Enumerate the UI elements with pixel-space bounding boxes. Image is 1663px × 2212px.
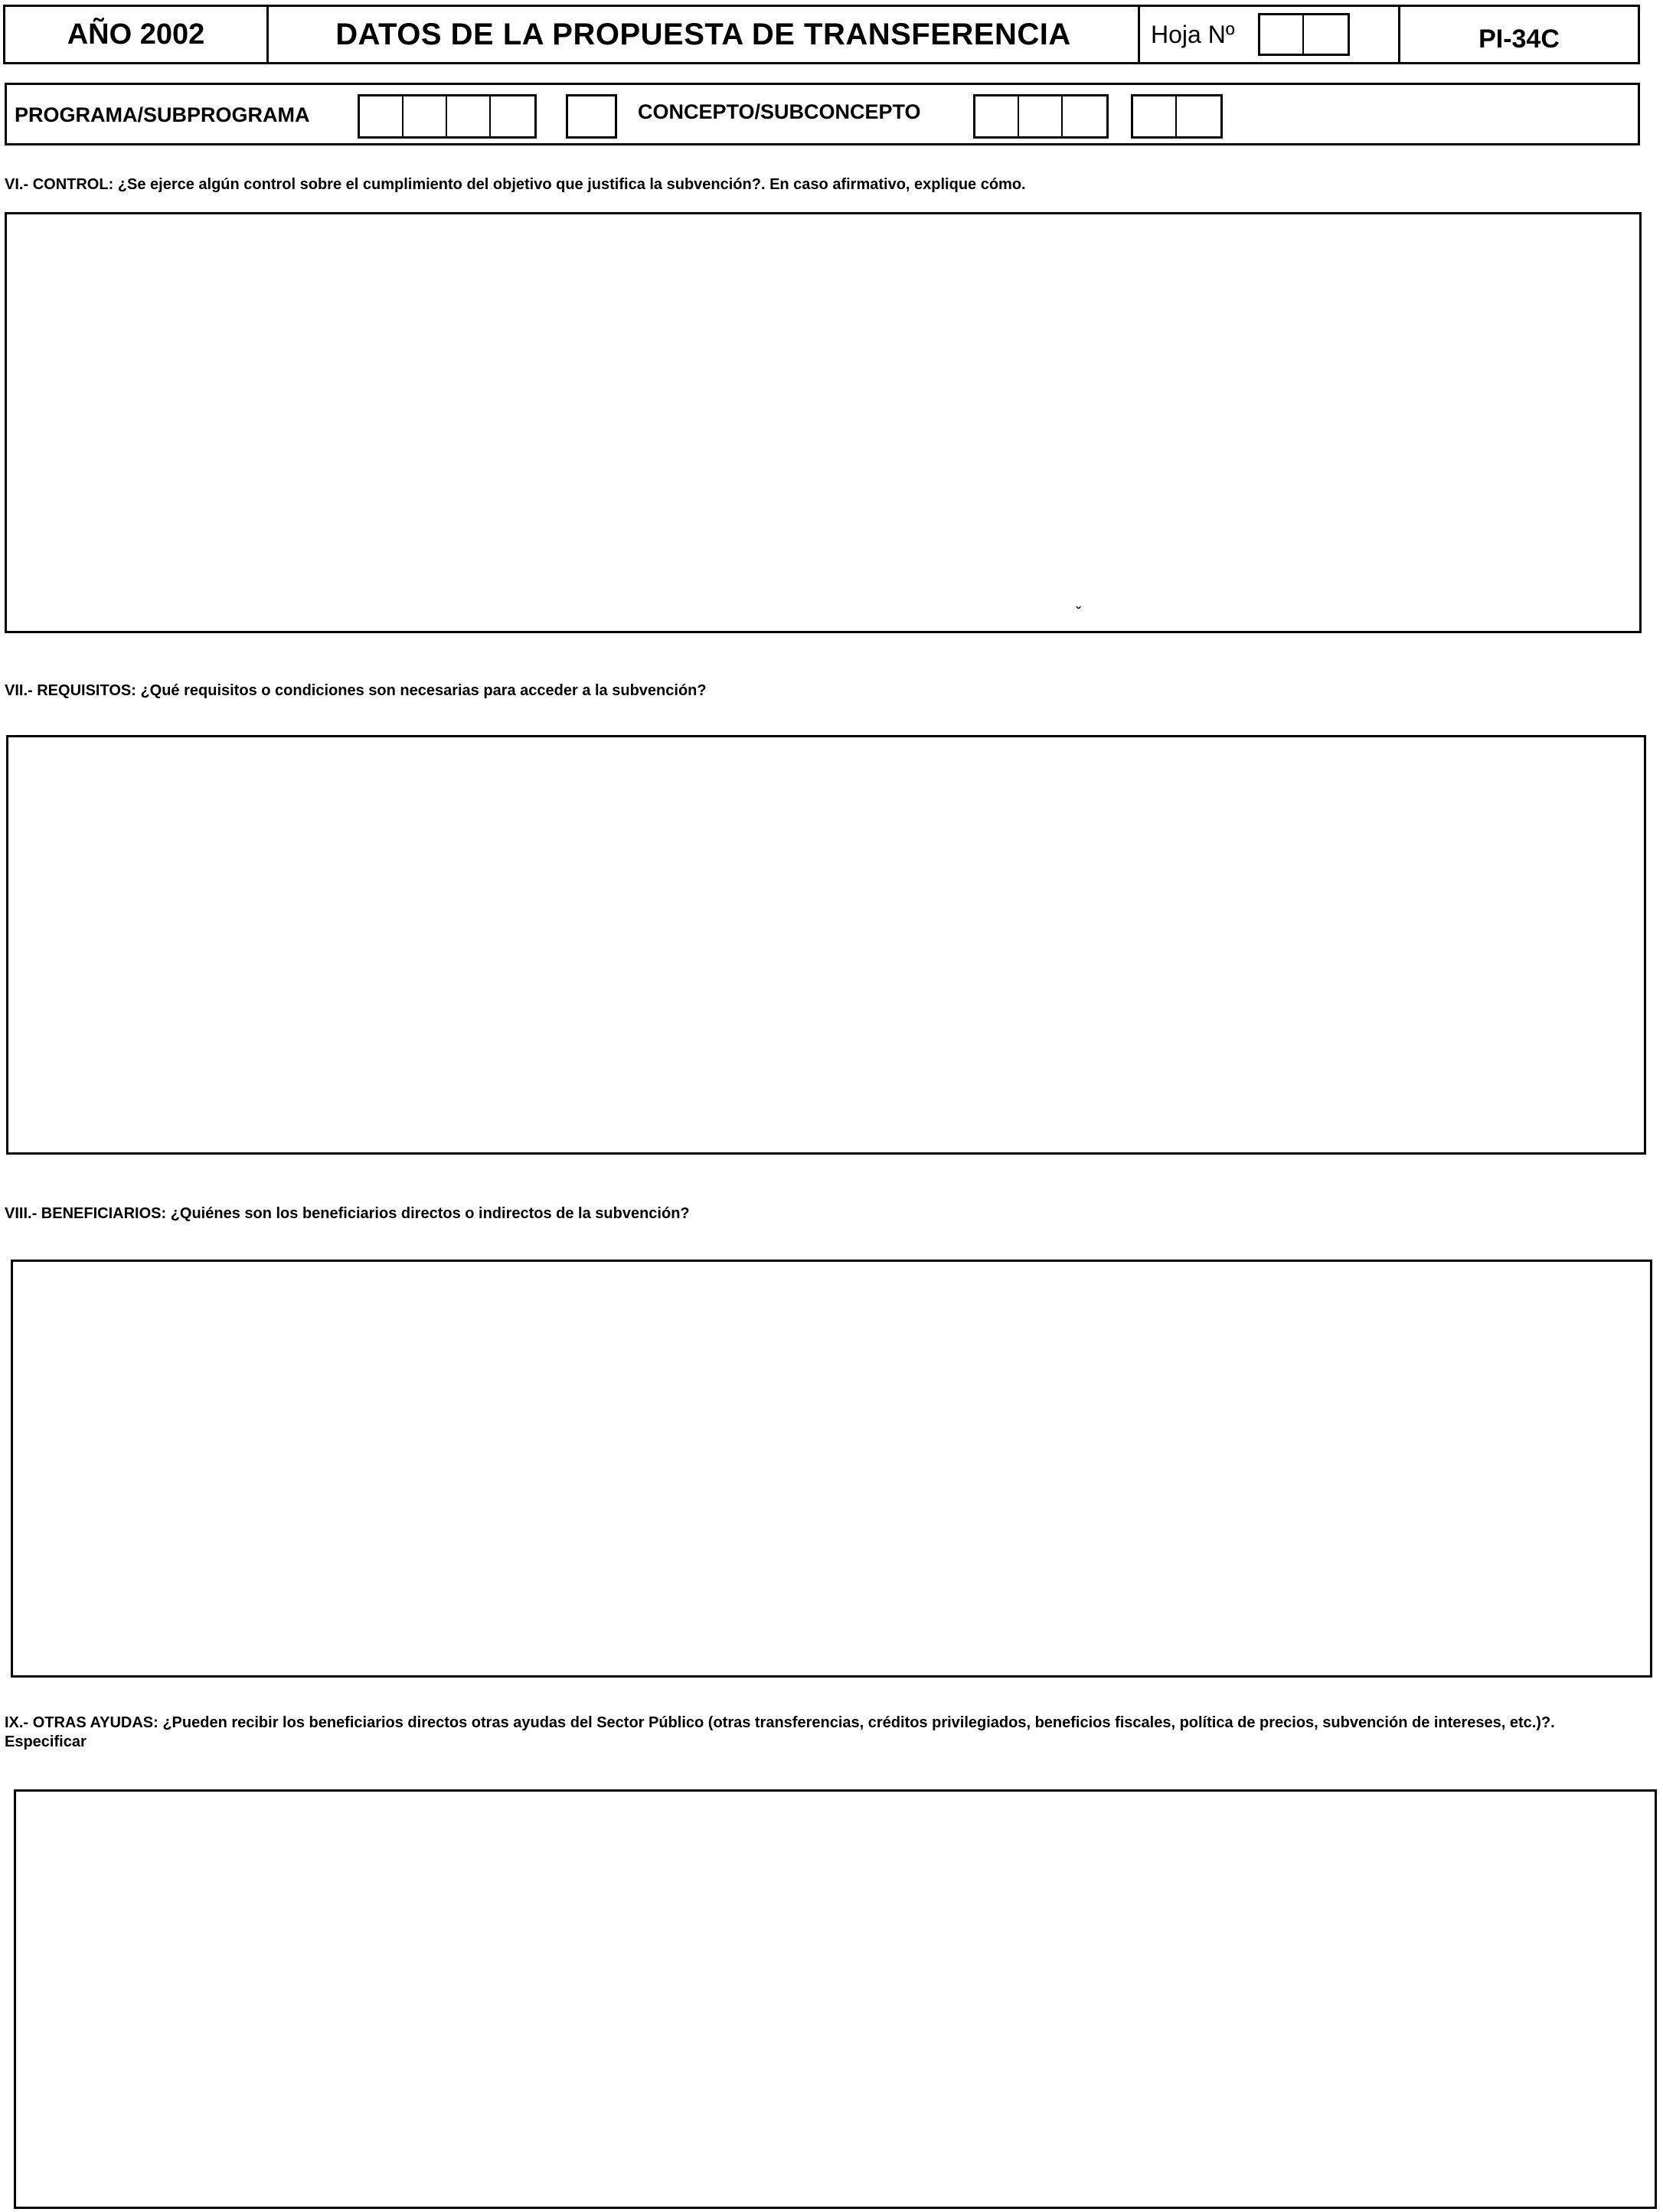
concept-code-digit[interactable] [1063,96,1106,136]
year-label: AÑO 2002 [5,7,269,62]
section-control-question [5,175,1628,194]
section-number: VIII.- [5,1205,38,1222]
subprogram-code-field[interactable] [566,94,617,139]
program-code-digit[interactable] [491,96,534,136]
form-title: DATOS DE LA PROPUESTA DE TRANSFERENCIA [269,7,1140,62]
subconcept-code-digit[interactable] [1133,96,1177,136]
stray-mark: ˇ [1076,603,1082,622]
section-question-text: REQUISITOS: ¿Qué requisitos o condiciones son necesarias para acceder a la subvención? [37,682,707,699]
form-code: PI-34C [1478,24,1560,54]
section-question-text: OTRAS AYUDAS: ¿Pueden recibir los beneficiarios directos otras ayudas del Sector Público (otras transferencias, créditos privilegiados, beneficios fiscales, política de precios, subvención de intereses, etc.)?. Especificar [5,1714,1555,1750]
sheet-number-section [1140,7,1400,62]
program-code-digit[interactable] [360,96,403,136]
section-number: IX.- [5,1714,29,1731]
sheet-number-digit[interactable] [1304,15,1348,54]
section-question-text: CONTROL: ¿Se ejerce algún control sobre el cumplimiento del objetivo que justifica la subvención?. En caso afirmativo, explique cómo. [32,176,1026,193]
section-number: VI.- [5,176,29,193]
control-answer-box[interactable] [5,212,1642,633]
subprogram-code-digit[interactable] [568,96,615,136]
sheet-number-digit[interactable] [1260,15,1304,54]
program-label: PROGRAMA/SUBPROGRAMA [15,103,310,126]
program-code-digit[interactable] [403,96,447,136]
sheet-number-label: Hoja Nº [1151,20,1235,48]
section-other-aid-question [5,1714,1612,1752]
program-code-field[interactable] [358,94,537,139]
other-aid-answer-box[interactable] [14,1789,1657,2209]
section-number: VII.- [5,682,33,699]
beneficiaries-answer-box[interactable] [11,1260,1652,1678]
requirements-answer-box[interactable] [6,735,1646,1155]
program-code-digit[interactable] [447,96,491,136]
concept-code-digit[interactable] [975,96,1019,136]
section-question-text: BENEFICIARIOS: ¿Quiénes son los beneficiarios directos o indirectos de la subvención? [41,1205,690,1222]
program-concept-row [5,83,1640,145]
section-beneficiaries-question [5,1204,1628,1224]
section-requirements-question [5,681,1628,701]
subconcept-code-field[interactable] [1131,94,1223,139]
form-header [3,5,1640,64]
concept-code-digit[interactable] [1019,96,1063,136]
subconcept-code-digit[interactable] [1177,96,1220,136]
concept-label: CONCEPTO/SUBCONCEPTO [638,100,921,123]
concept-code-field[interactable] [973,94,1109,139]
sheet-number-field[interactable] [1258,13,1350,56]
